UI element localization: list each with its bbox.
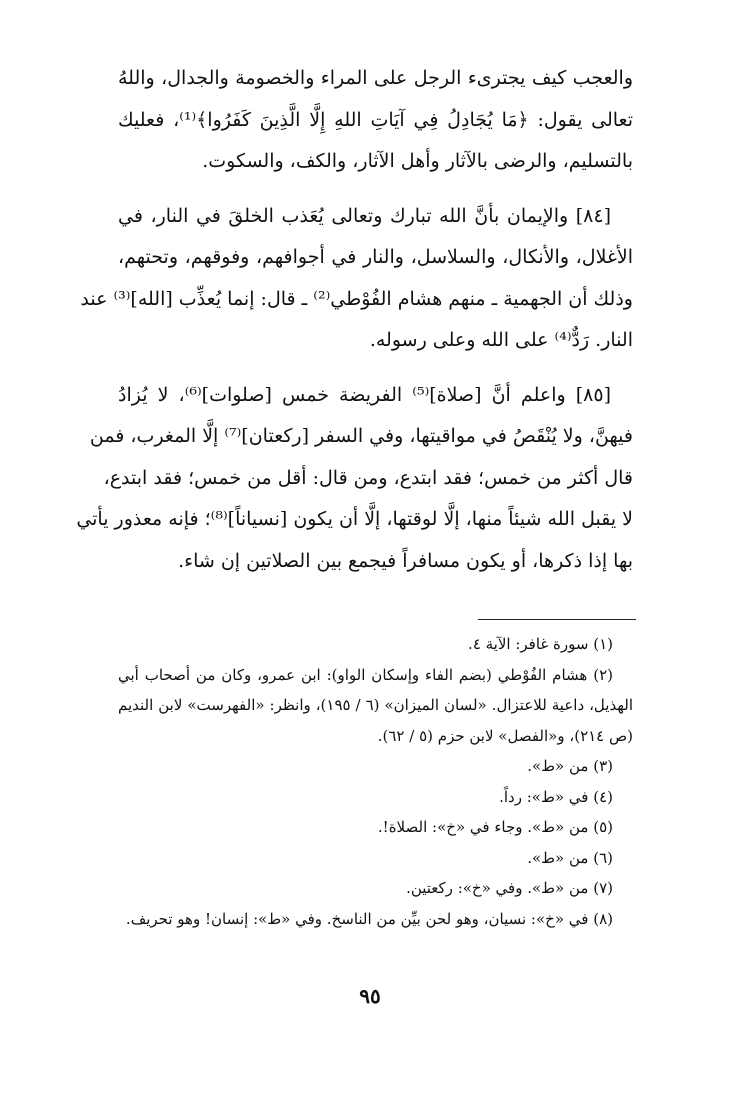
text-line: النار. رَدٌّ⁽⁴⁾ على الله وعلى رسوله.	[369, 329, 633, 351]
text-line: والعجب كيف يجترىء الرجل على المراء والخصومة والجدال، واللهُ	[118, 67, 633, 89]
page-number: ٩٥	[359, 984, 381, 1008]
text-line: [٨٥] واعلم أنَّ [صلاة]⁽⁵⁾ الفريضة خمس [صلوات]⁽⁶⁾، لا يُزادُ	[118, 383, 612, 406]
footnote: (١) سورة غافر: الآية ٤.	[468, 635, 613, 653]
text-line: قال أكثر من خمس؛ فقد ابتدع، ومن قال: أقل من خمس؛ فقد ابتدع،	[103, 466, 633, 489]
text-line: لا يقبل الله شيئاً منها، إلَّا لوقتها، إلَّا أن يكون [نسياناً]⁽⁸⁾؛ فإنه معذور يأتي	[76, 508, 633, 530]
text-line: بها إذا ذكرها، أو يكون مسافراً فيجمع بين الصلاتين إن شاء.	[178, 549, 633, 572]
text-line: بالتسليم، والرضى بالآثار وأهل الآثار، والكف، والسكوت.	[202, 150, 633, 172]
footnote: (ص ٢١٤)، و«الفصل» لابن حزم (٥ / ٦٢).	[377, 726, 633, 745]
paragraph-1	[118, 58, 633, 183]
footnote: الهذيل، داعية للاعتزال. «لسان الميزان» (٦ / ١٩٥)، وانظر: «الفهرست» لابن النديم	[118, 696, 633, 714]
text-line: وذلك أن الجهمية ـ منهم هشام الفُوْطي⁽²⁾ ـ قال: إنما يُعذِّب [الله]⁽³⁾ عند	[80, 287, 633, 310]
text-line: تعالى يقول: ﴿مَا يُجَادِلُ فِي آيَاتِ اللهِ إِلَّا الَّذِينَ كَفَرُوا﴾⁽¹⁾، فعليك	[118, 108, 634, 131]
footnote: (٧) من «ط». وفي «خ»: ركعتين.	[406, 879, 613, 897]
footnote: (٨) في «خ»: نسيان، وهو لحن بيِّن من الناسخ. وفي «ط»: إنسان! وهو تحريف.	[125, 909, 613, 928]
footnote: (٣) من «ط».	[527, 757, 613, 775]
text-line: الأغلال، والأنكال، والسلاسل، والنار في أجوافهم، وفوقهم، وتحتهم،	[118, 246, 633, 268]
footnote-divider	[478, 619, 636, 620]
footnotes	[118, 629, 633, 934]
footnote: (٥) من «ط». وجاء في «خ»: الصلاة!.	[377, 818, 613, 836]
paragraph-84	[80, 196, 633, 362]
paragraph-85	[76, 375, 633, 583]
text-line: [٨٤] والإيمان بأنَّ الله تبارك وتعالى يُعَذب الخلقَ في النار، في	[118, 204, 611, 227]
main-text	[76, 58, 634, 582]
text-line: فيهنَّ، ولا يُنْقَصُ في مواقيتها، وفي السفر [ركعتان]⁽⁷⁾ إلَّا المغرب، فمن	[89, 425, 633, 447]
footnote: (٦) من «ط».	[527, 848, 613, 867]
footnote: (٤) في «ط»: رداً.	[499, 787, 613, 806]
footnote: (٢) هشام الفُوْطي (بضم الفاء وإسكان الواو): ابن عمرو، وكان من أصحاب أبي	[118, 665, 613, 684]
